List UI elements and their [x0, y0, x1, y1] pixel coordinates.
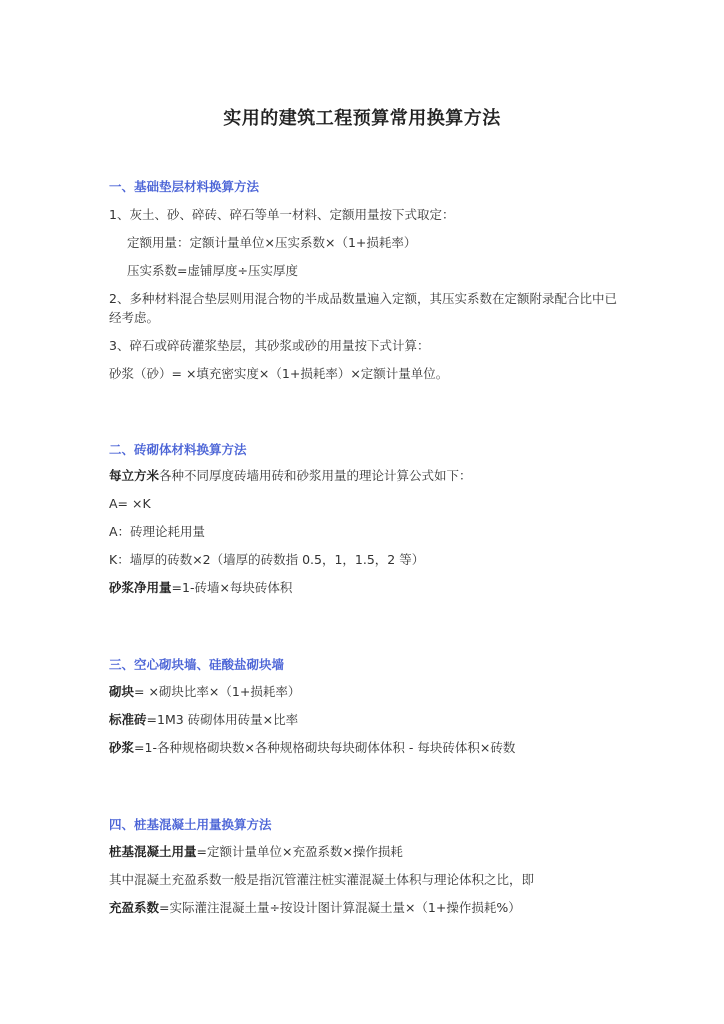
formula-text: =定额计量单位×充盈系数×操作损耗	[196, 844, 403, 859]
formula-line: 压实系数=虚铺厚度÷压实厚度	[127, 263, 298, 278]
formula-line	[109, 898, 619, 917]
paragraph	[109, 466, 619, 485]
formula-line: 定额用量：定额计量单位×压实系数×（1+损耗率）	[127, 235, 417, 250]
formula-line	[109, 738, 619, 757]
formula-line	[109, 842, 619, 861]
bold-term: 砂浆	[109, 740, 135, 755]
formula-text: =实际灌注混凝土量÷按设计图计算混凝土量×（1+操作损耗%）	[159, 900, 521, 915]
formula-line: A= ×K	[109, 496, 151, 511]
formula-line: K：墙厚的砖数×2（墙厚的砖数指 0.5，1，1.5，2 等）	[109, 552, 425, 567]
bold-term: 桩基混凝土用量	[109, 844, 197, 859]
paragraph: 2、多种材料混合垫层则用混合物的半成品数量遍入定额，其压实系数在定额附录配合比中已经考虑。	[109, 291, 617, 325]
formula-line	[109, 578, 619, 597]
formula-text: =1-砖墙×每块砖体积	[171, 580, 293, 595]
bold-term: 每立方米	[109, 468, 160, 483]
page-title: 实用的建筑工程预算常用换算方法	[223, 108, 501, 129]
section-heading-2: 二、砖砌体材料换算方法	[109, 442, 247, 457]
bold-term: 标准砖	[109, 712, 147, 727]
bold-term: 砂浆净用量	[109, 580, 172, 595]
section-heading-4: 四、桩基混凝土用量换算方法	[109, 817, 272, 832]
section-heading-1: 一、基础垫层材料换算方法	[109, 179, 260, 194]
bold-term: 砌块	[109, 684, 135, 699]
formula-line	[109, 710, 619, 729]
formula-line	[109, 682, 619, 701]
paragraph: 1、灰土、砂、碎砖、碎石等单一材料、定额用量按下式取定：	[109, 207, 455, 222]
paragraph-text: 各种不同厚度砖墙用砖和砂浆用量的理论计算公式如下：	[159, 468, 472, 483]
paragraph: 3、碎石或碎砖灌浆垫层，其砂浆或砂的用量按下式计算：	[109, 338, 430, 353]
bold-term: 充盈系数	[109, 900, 160, 915]
formula-text: =1M3 砖砌体用砖量×比率	[146, 712, 299, 727]
paragraph: 其中混凝土充盈系数一般是指沉管灌注桩实灌混凝土体积与理论体积之比，即	[109, 872, 535, 887]
formula-text: = ×砌块比率×（1+损耗率）	[134, 684, 301, 699]
section-heading-3: 三、空心砌块墙、硅酸盐砌块墙	[109, 657, 285, 672]
formula-text: =1-各种规格砌块数×各种规格砌块每块砌体体积 - 每块砖体积×砖数	[134, 740, 516, 755]
formula-line: 砂浆（砂）= ×填充密实度×（1+损耗率）×定额计量单位。	[109, 366, 449, 381]
formula-line: A：砖理论耗用量	[109, 524, 206, 539]
